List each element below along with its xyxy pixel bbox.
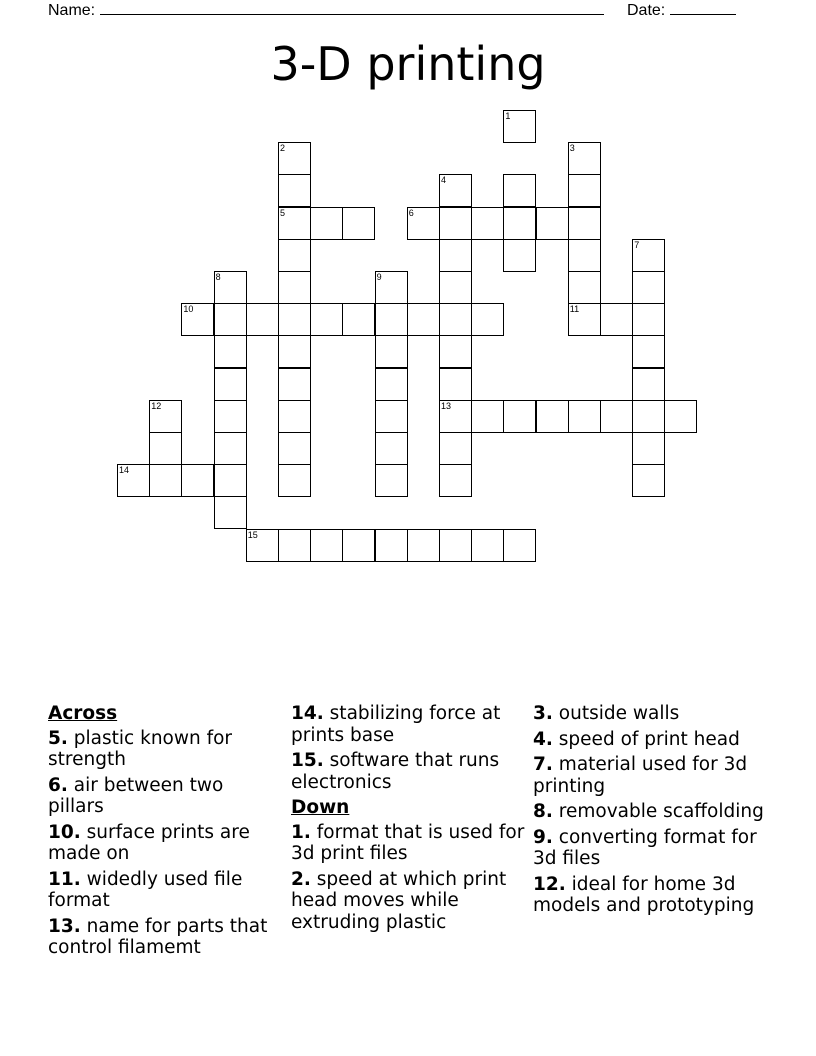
grid-cell[interactable] xyxy=(439,335,472,368)
name-field[interactable] xyxy=(48,0,604,20)
clue-column-3 xyxy=(533,703,769,921)
clue-number-label: 6 xyxy=(408,207,414,218)
grid-cell[interactable] xyxy=(214,464,247,497)
down-clue-12 xyxy=(533,874,769,917)
clue-number-label: 4 xyxy=(441,175,447,186)
grid-cell[interactable] xyxy=(214,400,247,433)
grid-cell[interactable] xyxy=(600,303,633,336)
grid-cell[interactable] xyxy=(342,207,375,240)
grid-cell[interactable] xyxy=(214,496,247,529)
grid-cell[interactable] xyxy=(439,432,472,465)
grid-cell[interactable] xyxy=(278,400,311,433)
grid-cell[interactable] xyxy=(632,271,665,304)
grid-cell[interactable] xyxy=(439,271,472,304)
grid-cell[interactable] xyxy=(632,400,665,433)
grid-cell[interactable] xyxy=(568,207,601,240)
clue-number: 7. xyxy=(533,754,553,775)
down-clue-1 xyxy=(291,822,527,865)
clue-column-1 xyxy=(48,703,284,963)
grid-cell[interactable] xyxy=(503,174,536,207)
across-clue-5 xyxy=(48,728,284,771)
grid-cell[interactable] xyxy=(375,335,408,368)
grid-cell[interactable] xyxy=(278,335,311,368)
grid-cell[interactable] xyxy=(278,303,311,336)
clue-text: outside walls xyxy=(558,703,680,724)
grid-cell[interactable] xyxy=(278,432,311,465)
clue-number: 13. xyxy=(48,915,81,937)
across-heading: Across xyxy=(48,703,118,724)
down-heading: Down xyxy=(291,797,350,818)
clue-text: speed at which print head moves while extruding plastic xyxy=(291,868,507,933)
down-clue-9 xyxy=(533,827,769,870)
clue-number: 3. xyxy=(533,703,553,724)
grid-cell[interactable] xyxy=(600,400,633,433)
grid-cell[interactable] xyxy=(439,207,472,240)
grid-cell[interactable] xyxy=(471,207,504,240)
grid-cell[interactable] xyxy=(439,400,472,433)
grid-cell[interactable] xyxy=(568,271,601,304)
clue-text: stabilizing force at prints base xyxy=(291,703,501,746)
clue-number-label: 9 xyxy=(376,272,382,282)
grid-cell[interactable] xyxy=(214,335,247,368)
name-label: Name: xyxy=(48,2,96,19)
clue-text: software that runs electronics xyxy=(291,750,500,793)
grid-cell[interactable] xyxy=(503,110,536,143)
down-clue-3 xyxy=(533,703,769,725)
grid-cell[interactable] xyxy=(375,432,408,465)
grid-cell[interactable] xyxy=(117,464,150,497)
grid-cell[interactable] xyxy=(664,400,697,433)
grid-cell[interactable] xyxy=(503,239,536,272)
grid-cell[interactable] xyxy=(149,432,182,465)
grid-cell[interactable] xyxy=(214,271,247,304)
grid-cell[interactable] xyxy=(568,174,601,207)
grid-cell[interactable] xyxy=(278,142,311,175)
grid-cell[interactable] xyxy=(471,400,504,433)
clue-text: removable scaffolding xyxy=(558,801,764,822)
grid-cell[interactable] xyxy=(439,239,472,272)
grid-cell[interactable] xyxy=(439,529,472,562)
page-title: 3-D printing xyxy=(270,37,546,91)
grid-cell[interactable] xyxy=(278,529,311,562)
clue-number-label: 7 xyxy=(634,239,640,250)
grid-cell[interactable] xyxy=(407,207,440,240)
clue-text: format that is used for 3d print files xyxy=(291,821,525,864)
grid-cell[interactable] xyxy=(375,303,408,336)
clue-number: 11. xyxy=(48,868,81,890)
grid-cell[interactable] xyxy=(632,303,665,336)
clue-number-label: 13 xyxy=(441,400,452,411)
clue-number-label: 1 xyxy=(505,111,511,121)
grid-cell[interactable] xyxy=(181,303,214,336)
grid-cell[interactable] xyxy=(310,529,343,562)
grid-cell[interactable] xyxy=(375,400,408,433)
grid-cell[interactable] xyxy=(407,303,440,336)
clue-column-2 xyxy=(291,703,527,937)
clue-number-label: 10 xyxy=(183,304,194,315)
clue-text: widedly used file format xyxy=(48,868,243,911)
clue-number: 15. xyxy=(291,750,324,771)
clue-text: plastic known for strength xyxy=(48,727,233,770)
across-clue-15 xyxy=(291,750,527,793)
grid-cell[interactable] xyxy=(568,303,601,336)
clue-number: 1. xyxy=(291,821,311,843)
grid-cell[interactable] xyxy=(214,303,247,336)
grid-cell[interactable] xyxy=(632,239,665,272)
clue-number-label: 2 xyxy=(280,143,286,154)
clue-number: 6. xyxy=(48,774,68,796)
grid-cell[interactable] xyxy=(568,400,601,433)
grid-cell[interactable] xyxy=(503,400,536,433)
grid-cell[interactable] xyxy=(375,529,408,562)
clue-text: material used for 3d printing xyxy=(533,754,748,797)
clue-number: 14. xyxy=(291,703,324,724)
date-field[interactable] xyxy=(627,0,736,20)
grid-cell[interactable] xyxy=(536,207,569,240)
down-clue-4 xyxy=(533,729,769,751)
clue-number: 10. xyxy=(48,821,81,843)
grid-cell[interactable] xyxy=(214,368,247,401)
grid-cell[interactable] xyxy=(310,207,343,240)
clue-number-label: 8 xyxy=(215,272,221,282)
grid-cell[interactable] xyxy=(278,239,311,272)
grid-cell[interactable] xyxy=(278,368,311,401)
down-clue-7 xyxy=(533,754,769,797)
clue-number: 4. xyxy=(533,728,553,750)
clue-text: name for parts that control filamemt xyxy=(48,915,268,958)
grid-cell[interactable] xyxy=(149,400,182,433)
across-clue-10 xyxy=(48,822,284,865)
grid-cell[interactable] xyxy=(375,368,408,401)
grid-cell[interactable] xyxy=(503,529,536,562)
grid-cell[interactable] xyxy=(471,303,504,336)
clue-number-label: 12 xyxy=(151,400,162,411)
clue-number-label: 14 xyxy=(119,465,130,476)
grid-cell[interactable] xyxy=(214,432,247,465)
grid-cell[interactable] xyxy=(181,464,214,497)
grid-cell[interactable] xyxy=(536,400,569,433)
clue-number-label: 3 xyxy=(569,143,575,154)
clue-text: speed of print head xyxy=(558,728,740,750)
across-clue-6 xyxy=(48,775,284,818)
grid-cell[interactable] xyxy=(503,207,536,240)
across-clue-13 xyxy=(48,916,284,959)
grid-cell[interactable] xyxy=(149,464,182,497)
grid-cell[interactable] xyxy=(439,303,472,336)
clue-number: 2. xyxy=(291,868,311,890)
clue-text: surface prints are made on xyxy=(48,821,250,864)
clue-number: 8. xyxy=(533,801,553,822)
grid-cell[interactable] xyxy=(439,174,472,207)
name-blank-line[interactable] xyxy=(100,0,604,15)
grid-cell[interactable] xyxy=(278,271,311,304)
grid-cell[interactable] xyxy=(278,207,311,240)
grid-cell[interactable] xyxy=(342,303,375,336)
clue-number: 12. xyxy=(533,873,566,895)
grid-cell[interactable] xyxy=(632,432,665,465)
grid-cell[interactable] xyxy=(407,529,440,562)
grid-cell[interactable] xyxy=(246,529,279,562)
grid-cell[interactable] xyxy=(342,529,375,562)
grid-cell[interactable] xyxy=(439,464,472,497)
clue-number-label: 5 xyxy=(280,207,286,218)
across-clue-11 xyxy=(48,869,284,912)
down-clue-8 xyxy=(533,801,769,823)
date-blank-line[interactable] xyxy=(670,0,736,15)
grid-cell[interactable] xyxy=(375,271,408,304)
clue-number: 9. xyxy=(533,826,553,848)
clue-text: air between two pillars xyxy=(48,774,224,817)
grid-cell[interactable] xyxy=(632,464,665,497)
clue-number: 5. xyxy=(48,727,68,749)
across-clue-14 xyxy=(291,703,527,746)
clue-text: converting format for 3d files xyxy=(533,826,757,869)
grid-cell[interactable] xyxy=(568,239,601,272)
grid-cell[interactable] xyxy=(439,368,472,401)
grid-cell[interactable] xyxy=(246,303,279,336)
grid-cell[interactable] xyxy=(278,464,311,497)
grid-cell[interactable] xyxy=(632,368,665,401)
date-label: Date: xyxy=(627,2,666,19)
grid-cell[interactable] xyxy=(632,335,665,368)
clue-text: ideal for home 3d models and prototyping xyxy=(533,873,755,916)
clue-number-label: 15 xyxy=(247,529,258,540)
clue-number-label: 11 xyxy=(569,304,580,315)
down-clue-2 xyxy=(291,869,527,934)
grid-cell[interactable] xyxy=(375,464,408,497)
grid-cell[interactable] xyxy=(278,174,311,207)
grid-cell[interactable] xyxy=(471,529,504,562)
grid-cell[interactable] xyxy=(568,142,601,175)
grid-cell[interactable] xyxy=(310,303,343,336)
